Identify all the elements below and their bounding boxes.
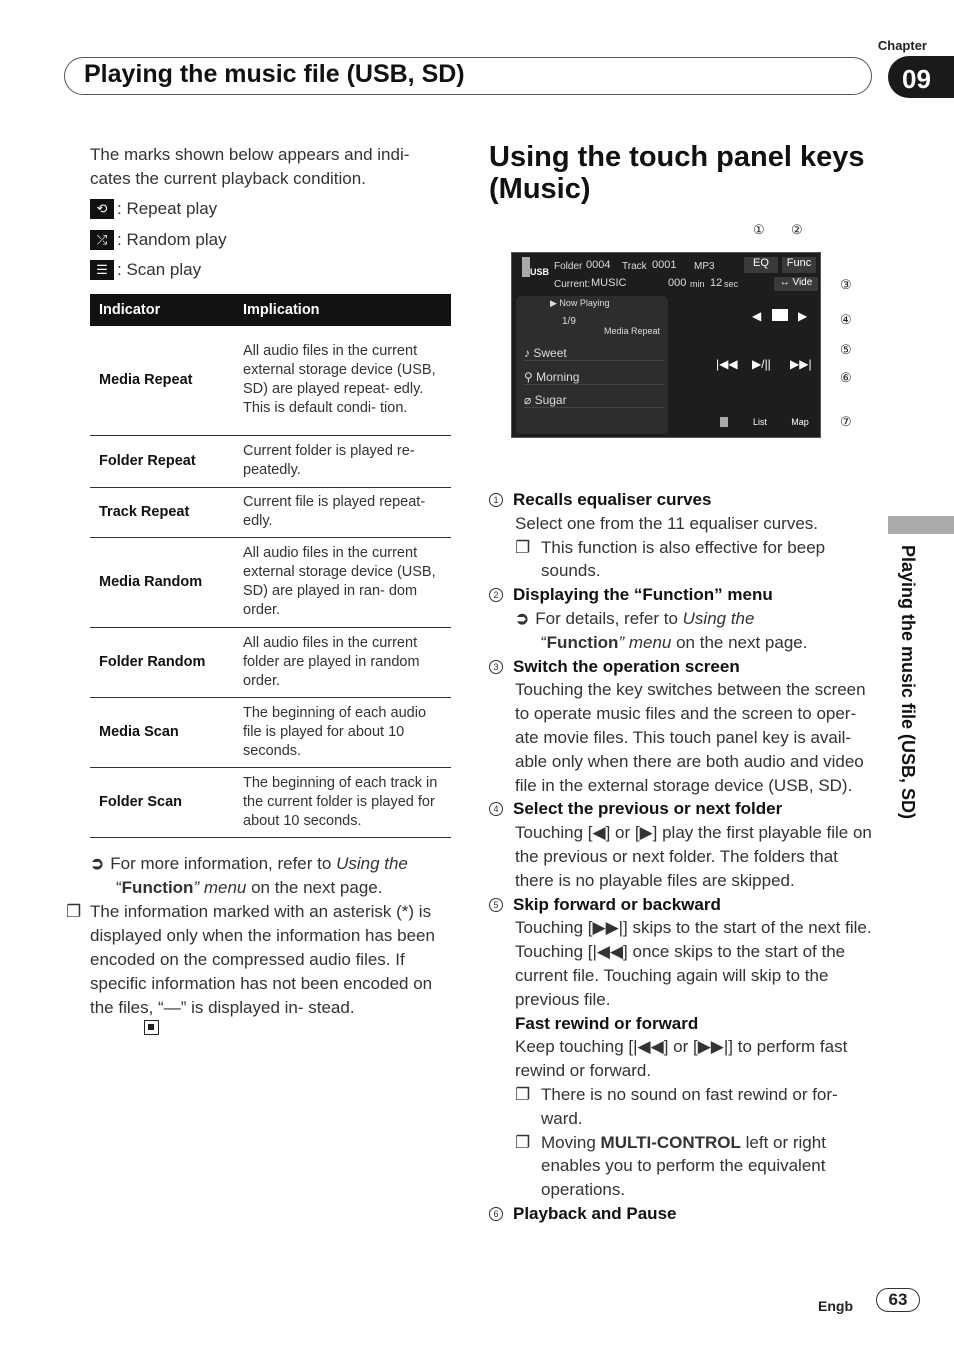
end-mark-icon: [144, 1020, 159, 1035]
indicator-name: Folder Random: [90, 627, 234, 697]
indicator-table: [90, 294, 451, 838]
ref-italic: Using the: [682, 608, 755, 628]
indicator-desc: Current folder is played re- peatedly.: [234, 435, 451, 487]
item-text: Select one from the 11 equaliser curves.: [515, 513, 819, 533]
mark-label: : Repeat play: [117, 199, 218, 218]
item-number: 4: [489, 802, 503, 816]
indicator-name: Folder Scan: [90, 767, 234, 837]
item-1: [489, 488, 879, 512]
item-text: Keep touching [|◀◀] or [▶▶|] to perform fast rewind or forward.: [515, 1037, 848, 1081]
note-text: on the next page.: [246, 878, 383, 897]
mark-label: : Scan play: [117, 260, 202, 279]
sidebar-title: Playing the music file (USB, SD): [898, 545, 918, 820]
indicator-name: Track Repeat: [90, 487, 234, 537]
column-header: Implication: [234, 294, 451, 326]
table-row: [90, 627, 451, 697]
arrow-icon: ➲: [90, 854, 105, 873]
note-box-icon: ❐: [515, 537, 531, 557]
chapter-label: Chapter: [877, 38, 927, 53]
track-count: 1/9: [562, 316, 576, 327]
list-item-label: Morning: [536, 370, 580, 384]
page-number: 63: [876, 1288, 920, 1312]
callout-1: ①: [753, 222, 765, 237]
item-number: 1: [489, 493, 503, 507]
note-text: This function is also effective for beep sounds.: [541, 537, 826, 581]
now-playing-label: Now Playing: [559, 298, 610, 308]
item-number: 2: [489, 588, 503, 602]
ref-bold: Function: [546, 632, 619, 652]
item-6: [489, 1202, 879, 1226]
folder-icon: [772, 309, 788, 321]
note-text: left or right enables you to perform the equivalent operations.: [541, 1132, 826, 1200]
time-min: 000: [668, 277, 687, 289]
item-ref-line2: [489, 631, 879, 655]
menu-icon[interactable]: [720, 417, 728, 427]
table-row: [90, 487, 451, 537]
note-box-icon: ❐: [515, 1084, 531, 1104]
item-note: [489, 1083, 879, 1131]
ref-italic: ” menu: [618, 632, 672, 652]
screen-header: [554, 257, 774, 295]
map-button[interactable]: Map: [791, 417, 809, 427]
item-3: [489, 655, 879, 679]
indicator-desc: All audio files in the current folder are played in random order.: [234, 627, 451, 697]
table-row: [90, 767, 451, 837]
item-title: Displaying the “Function” menu: [513, 585, 773, 605]
list-item[interactable]: ♪ Sweet: [524, 346, 664, 361]
indicator-name: Media Random: [90, 537, 234, 627]
item-text: Touching the key switches between the screen to operate music files and the screen to oper- ate movie files. This touch panel key is avail- able only when there are both audio and video file in the external storage device (USB, SD).: [515, 680, 866, 795]
table-header: [90, 294, 451, 326]
prev-folder-icon[interactable]: ◀: [752, 309, 762, 323]
list-item[interactable]: ⌀ Sugar: [524, 393, 664, 408]
item-number: 6: [489, 1207, 503, 1221]
item-number: 5: [489, 898, 503, 912]
indicator-desc: Current file is played repeat- edly.: [234, 487, 451, 537]
callout-7: ⑦: [840, 414, 852, 429]
note-ref: ” menu: [193, 878, 247, 897]
intro-text: The marks shown below appears and indi- cates the current playback condition.: [90, 145, 410, 188]
usb-icon: [518, 257, 550, 293]
play-pause-icon[interactable]: ▶/||: [752, 357, 771, 371]
indicator-desc: All audio files in the current external storage device (USB, SD) are played repeat- edly. This is default condi- tion.: [234, 326, 451, 435]
page-title: Playing the music file (USB, SD): [84, 60, 465, 88]
sidebar-tab: [888, 516, 954, 534]
item-4: [489, 797, 879, 821]
item-title: Recalls equaliser curves: [513, 490, 712, 509]
current-label: Current:: [554, 279, 591, 290]
sec-label: sec: [724, 279, 739, 289]
list-item[interactable]: ⚲ Morning: [524, 370, 664, 385]
folder-value: 0004: [586, 259, 611, 271]
item-note: [489, 536, 879, 584]
list-item-label: Sugar: [534, 393, 567, 407]
indicator-name: Media Scan: [90, 697, 234, 767]
table-row: [90, 326, 451, 435]
ref-text: on the next page.: [671, 632, 808, 652]
callout-4: ④: [840, 312, 852, 327]
skip-forward-icon[interactable]: ▶▶|: [790, 357, 812, 371]
item-number: 3: [489, 660, 503, 674]
callout-6: ⑥: [840, 370, 852, 385]
video-label: Vide: [792, 277, 813, 288]
list-item-label: Sweet: [533, 346, 567, 360]
note-box-icon: ❐: [515, 1132, 531, 1152]
reference-note: [90, 852, 450, 900]
item-5: [489, 893, 879, 917]
item-title: Select the previous or next folder: [513, 799, 783, 819]
table-row: [90, 537, 451, 627]
ref-text: For details, refer to: [535, 608, 683, 628]
footer-language: Engb: [818, 1298, 853, 1314]
asterisk-note: [66, 900, 450, 1020]
min-label: min: [690, 279, 705, 289]
note-bold: MULTI-CONTROL: [600, 1132, 741, 1152]
indicator-desc: All audio files in the current external storage device (USB, SD) are played in ran- dom order.: [234, 537, 451, 627]
repeat-icon: ⟲: [90, 199, 114, 219]
next-folder-icon[interactable]: ▶: [798, 309, 808, 323]
mark-label: : Random play: [117, 230, 227, 249]
item-title: Switch the operation screen: [513, 656, 740, 676]
item-title: Skip forward or backward: [513, 894, 721, 914]
item-2: [489, 583, 879, 607]
chapter-number: 09: [888, 56, 954, 98]
touch-panel-screen: [511, 252, 821, 438]
callout-3: ③: [840, 277, 852, 292]
format-label: MP3: [694, 261, 715, 272]
indicator-desc: The beginning of each track in the current folder is played for about 10 seconds.: [234, 767, 451, 837]
arrow-icon: ➲: [515, 608, 530, 628]
skip-back-icon[interactable]: |◀◀: [716, 357, 738, 371]
current-value: MUSIC: [591, 277, 627, 289]
indicator-name: Media Repeat: [90, 326, 234, 435]
item-text: Touching [◀] or [▶] play the first playable file on the previous or next folder. The folders that there is no playable files are skipped.: [515, 823, 872, 890]
item-text: Touching [▶▶|] skips to the start of the next file. Touching [|◀◀] once skips to the start of the current file. Touching again will skip to the previous file.: [515, 918, 872, 1009]
mark-random: [90, 229, 227, 251]
note-box-icon: ❐: [66, 902, 82, 921]
note-text: Moving: [541, 1132, 601, 1152]
usb-label: USB: [530, 267, 550, 277]
note-text: The information marked with an asterisk (*) is displayed only when the information has been encoded on the compressed audio files. If specific information has not been encoded on the files, “—” is displayed in- stead.: [90, 902, 435, 1017]
time-sec: 12: [710, 277, 723, 289]
random-icon: ⤮: [90, 230, 114, 250]
callout-2: ②: [791, 222, 803, 237]
item-title: Playback and Pause: [513, 1203, 677, 1223]
table-row: [90, 697, 451, 767]
indicator-name: Folder Repeat: [90, 435, 234, 487]
item-ref: [489, 607, 879, 631]
mark-scan: [90, 259, 201, 281]
item-note: [489, 1131, 879, 1202]
folder-label: Folder: [554, 261, 583, 272]
now-playing: ▶ Now Playing: [550, 298, 610, 308]
ref-quote: “: [541, 632, 547, 652]
column-header: Indicator: [90, 294, 234, 326]
indicator-desc: The beginning of each audio file is played for about 10 seconds.: [234, 697, 451, 767]
section-title: Using the touch panel keys (Music): [489, 141, 865, 205]
note-ref: Using the: [336, 854, 408, 873]
repeat-status: Media Repeat: [604, 326, 661, 336]
note-text: For more information, refer to: [110, 854, 337, 873]
track-list: [516, 296, 668, 434]
track-label: Track: [622, 261, 647, 272]
key-descriptions: [489, 488, 879, 1226]
mark-repeat: [90, 198, 217, 220]
eq-button[interactable]: EQ: [744, 257, 778, 273]
video-button[interactable]: ↔ Vide: [774, 277, 818, 291]
note-text: There is no sound on fast rewind or for- ward.: [541, 1084, 838, 1128]
note-bold: Function: [121, 878, 194, 897]
note-quote: “: [116, 878, 122, 897]
func-button[interactable]: Func: [782, 257, 816, 273]
scan-icon: ☰: [90, 260, 114, 280]
item-subtitle: Fast rewind or forward: [515, 1013, 699, 1033]
table-row: [90, 435, 451, 487]
track-value: 0001: [652, 259, 677, 271]
list-button[interactable]: List: [752, 417, 767, 427]
callout-5: ⑤: [840, 342, 852, 357]
